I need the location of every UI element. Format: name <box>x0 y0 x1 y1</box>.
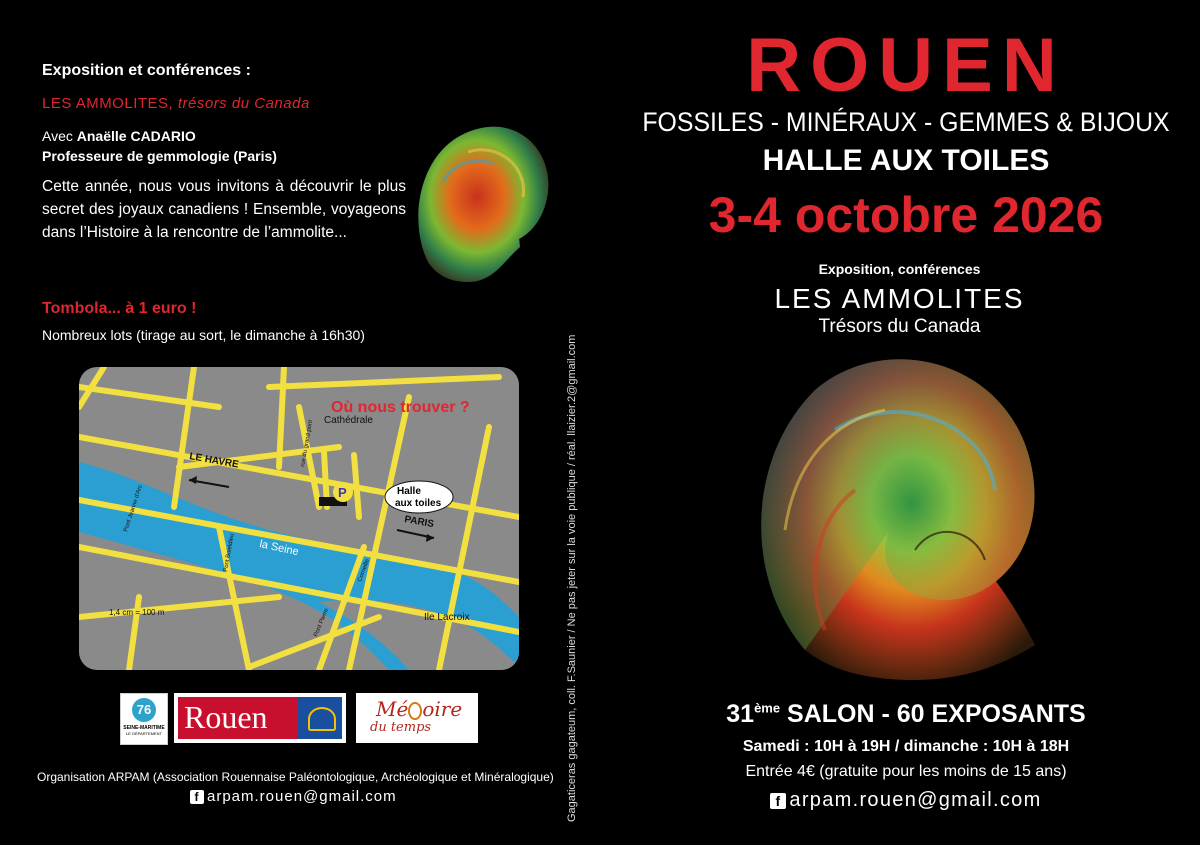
salon-number: 31 <box>726 700 755 728</box>
canada-subtitle: Trésors du Canada <box>818 316 981 337</box>
location-map <box>79 367 519 670</box>
facebook-icon: f <box>770 793 786 809</box>
logo-memoire-m-icon <box>408 702 422 720</box>
tombola-text: Nombreux lots (tirage au sort, le dimanche à 16h30) <box>42 327 365 343</box>
map-title: Où nous trouver ? <box>331 399 470 416</box>
ammonite-large-image <box>745 350 1045 690</box>
speaker-name: Anaëlle CADARIO <box>76 128 196 144</box>
map-pont-boieldieu: Pont Boieldieu <box>223 533 236 573</box>
map-paris: PARIS <box>403 514 435 531</box>
map-pont-jeanne: Pont Jeanne d'Arc <box>123 484 144 533</box>
map-cathedral: Cathédrale <box>324 415 373 426</box>
organisation-text: Organisation ARPAM (Association Rouennaise Paléontologique, Archéologique et Minéralogique) <box>37 770 554 784</box>
logo-76-sub: LE DÉPARTEMENT <box>126 731 162 736</box>
facebook-icon: f <box>190 790 204 804</box>
halle-label-2: aux toiles <box>395 498 442 509</box>
speaker-title: Professeure de gemmologie (Paris) <box>42 148 277 164</box>
logo-rouen <box>174 693 346 743</box>
right-email[interactable] <box>612 789 1200 812</box>
salon-rest: SALON - 60 EXPOSANTS <box>780 700 1086 728</box>
logo-memoire-part2: oire <box>422 697 463 721</box>
salon-line <box>612 700 1200 729</box>
right-email-text: arpam.rouen@gmail.com <box>789 789 1042 811</box>
logo-rouen-text: Rouen <box>184 699 268 735</box>
logo-76-name: SEINE-MARITIME <box>123 725 165 731</box>
left-heading: Exposition et conférences : <box>42 62 251 79</box>
map-rue-grand-pont: rue du grand pont <box>300 419 315 468</box>
city-title: ROUEN <box>746 23 1066 108</box>
left-subject <box>42 95 310 112</box>
subject-rest: trésors du Canada <box>177 95 310 112</box>
parking-label: P <box>338 485 347 500</box>
map-seine: la Seine <box>258 538 300 559</box>
left-email[interactable] <box>190 788 397 805</box>
themes-line: FOSSILES - MINÉRAUX - GEMMES & BIJOUX <box>642 107 1170 137</box>
entry-price: Entrée 4€ (gratuite pour les moins de 15 ans) <box>745 763 1067 780</box>
logo-rouen-lamb-icon <box>308 707 336 731</box>
map-graphic <box>79 367 519 670</box>
logo-memoire-part3: du temps <box>370 720 432 735</box>
tombola-title: Tombola... à 1 euro ! <box>42 300 197 317</box>
logo-memoire-du-temps <box>356 693 478 743</box>
venue: HALLE AUX TOILES <box>762 144 1050 177</box>
speaker-block <box>42 126 277 166</box>
map-pont-corneille: Corneille <box>357 558 371 583</box>
salon-sup: ème <box>754 700 781 716</box>
expo-label: Exposition, conférences <box>818 261 981 277</box>
opening-hours: Samedi : 10H à 19H / dimanche : 10H à 18H <box>742 738 1070 755</box>
map-scale: 1,4 cm = 100 m <box>109 608 165 617</box>
map-pont-pierre: Pont Pierre <box>313 607 331 638</box>
map-ile: Ile Lacroix <box>424 612 470 623</box>
halle-label-1: Halle <box>397 486 421 497</box>
subject-main: LES AMMOLITES, <box>42 95 174 112</box>
ammolites-title: LES AMMOLITES <box>774 283 1025 314</box>
event-dates: 3-4 octobre 2026 <box>708 187 1104 243</box>
left-email-text: arpam.rouen@gmail.com <box>207 788 397 805</box>
ammonite-small-image <box>408 112 554 288</box>
intro-paragraph: Cette année, nous vous invitons à découvrir le plus secret des joyaux canadiens ! Ensemble, voyageons dans l’Histoire à la rencontre de l’ammolite... <box>42 178 406 241</box>
logo-seine-maritime <box>120 693 168 745</box>
with-prefix: Avec <box>42 128 73 144</box>
logo-76-number: 76 <box>132 698 156 722</box>
vertical-credit: Gagaticeras gagateum, coll. F.Saunier / Ne pas jeter sur la voie publique / réal. llaizier.2@gmail.com <box>566 334 578 822</box>
map-le-havre: LE HAVRE <box>188 451 240 471</box>
logo-memoire-part1: Mé <box>376 697 409 721</box>
